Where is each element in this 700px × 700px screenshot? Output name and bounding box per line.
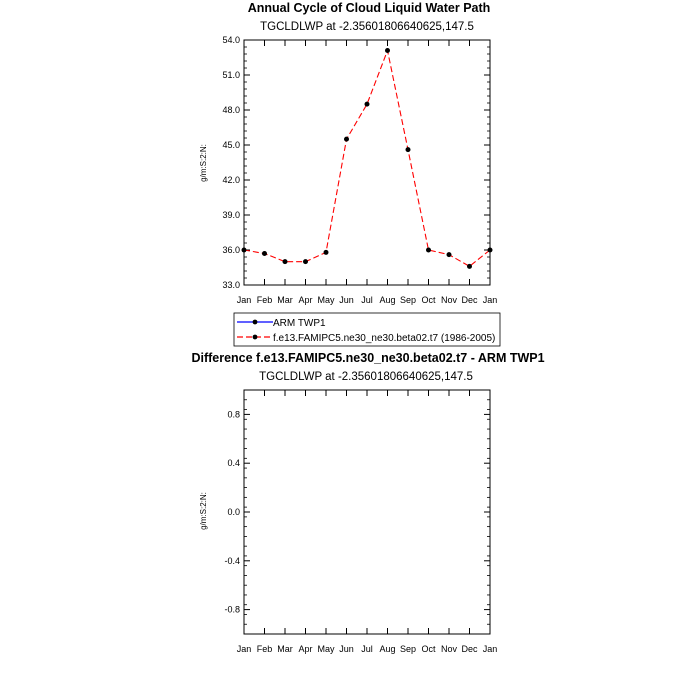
data-point — [488, 248, 493, 253]
x-tick-label: Sep — [399, 295, 417, 305]
x-tick-label: Jul — [361, 644, 373, 654]
chart-subtitle: TGCLDLWP at -2.35601806640625,147.5 — [260, 21, 474, 33]
legend — [234, 313, 500, 346]
y-axis-label: g/m:S:2:N: — [199, 492, 208, 530]
chart-title: Annual Cycle of Cloud Liquid Water Path — [247, 1, 491, 15]
x-tick-label: Jun — [339, 295, 354, 305]
x-tick-label: Jan — [482, 295, 498, 305]
y-tick-label: 39.0 — [222, 210, 240, 220]
difference-panel — [191, 351, 544, 654]
data-point — [426, 248, 431, 253]
y-ticks — [222, 35, 490, 290]
y-axis-label: g/m:S:2:N: — [199, 144, 208, 182]
x-tick-label: Jun — [339, 644, 354, 654]
data-point — [283, 259, 288, 264]
x-tick-label: Apr — [298, 295, 313, 305]
x-tick-label: May — [317, 295, 335, 305]
data-point — [385, 48, 390, 53]
x-tick-label: Nov — [440, 295, 458, 305]
data-point — [344, 137, 349, 142]
x-ticks — [237, 390, 498, 654]
data-point — [467, 264, 472, 269]
x-tick-label: Feb — [256, 295, 273, 305]
x-tick-label: Feb — [256, 644, 273, 654]
x-tick-label: Dec — [461, 644, 478, 654]
x-tick-label: May — [317, 644, 335, 654]
x-tick-label: Oct — [421, 295, 436, 305]
data-point — [365, 102, 370, 107]
data-point — [303, 259, 308, 264]
y-tick-label: 36.0 — [222, 245, 240, 255]
x-tick-label: Oct — [421, 644, 436, 654]
chart-subtitle: TGCLDLWP at -2.35601806640625,147.5 — [259, 371, 473, 383]
x-tick-label: Sep — [399, 644, 417, 654]
x-tick-label: Aug — [379, 644, 396, 654]
y-tick-label: -0.4 — [224, 555, 240, 566]
x-tick-label: Aug — [379, 295, 396, 305]
y-tick-label: 42.0 — [222, 175, 240, 185]
legend-marker-arm-twp1 — [253, 320, 258, 325]
y-tick-label: 48.0 — [222, 105, 240, 115]
x-tick-label: Dec — [461, 295, 478, 305]
x-tick-label: Nov — [440, 644, 458, 654]
y-tick-label: 45.0 — [222, 140, 240, 150]
y-ticks — [224, 390, 490, 634]
y-tick-label: 0.4 — [227, 458, 240, 469]
chart-title: Difference f.e13.FAMIPC5.ne30_ne30.beta02.t7 - ARM TWP1 — [191, 351, 545, 365]
y-tick-label: 33.0 — [222, 280, 240, 290]
x-tick-label: Mar — [277, 644, 293, 654]
x-ticks — [237, 40, 498, 305]
data-point — [262, 251, 267, 256]
plot-frame — [244, 40, 490, 285]
y-tick-label: 54.0 — [222, 35, 240, 45]
data-point — [324, 250, 329, 255]
annual-cycle-panel — [199, 1, 497, 305]
y-tick-label: 0.0 — [227, 507, 240, 517]
x-tick-label: Jan — [482, 644, 498, 654]
series-line-f-e13-famipc5-ne30-ne30-beta02-t7-1986-2005 — [244, 51, 490, 267]
y-tick-label: -0.8 — [224, 604, 240, 615]
data-point — [406, 147, 411, 152]
legend-marker-model — [253, 335, 258, 340]
data-point — [447, 252, 452, 257]
legend-label-model: f.e13.FAMIPC5.ne30_ne30.beta02.t7 (1986-2005) — [273, 333, 496, 344]
x-tick-label: Apr — [298, 644, 313, 654]
plot-frame — [244, 390, 490, 634]
series-group — [242, 48, 493, 269]
y-tick-label: 51.0 — [222, 70, 240, 80]
x-tick-label: Jan — [236, 644, 252, 654]
x-tick-label: Jul — [361, 295, 373, 305]
x-tick-label: Mar — [277, 295, 293, 305]
x-tick-label: Jan — [236, 295, 252, 305]
data-point — [242, 248, 247, 253]
y-tick-label: 0.8 — [227, 409, 240, 420]
legend-label-arm-twp1: ARM TWP1 — [273, 318, 326, 329]
